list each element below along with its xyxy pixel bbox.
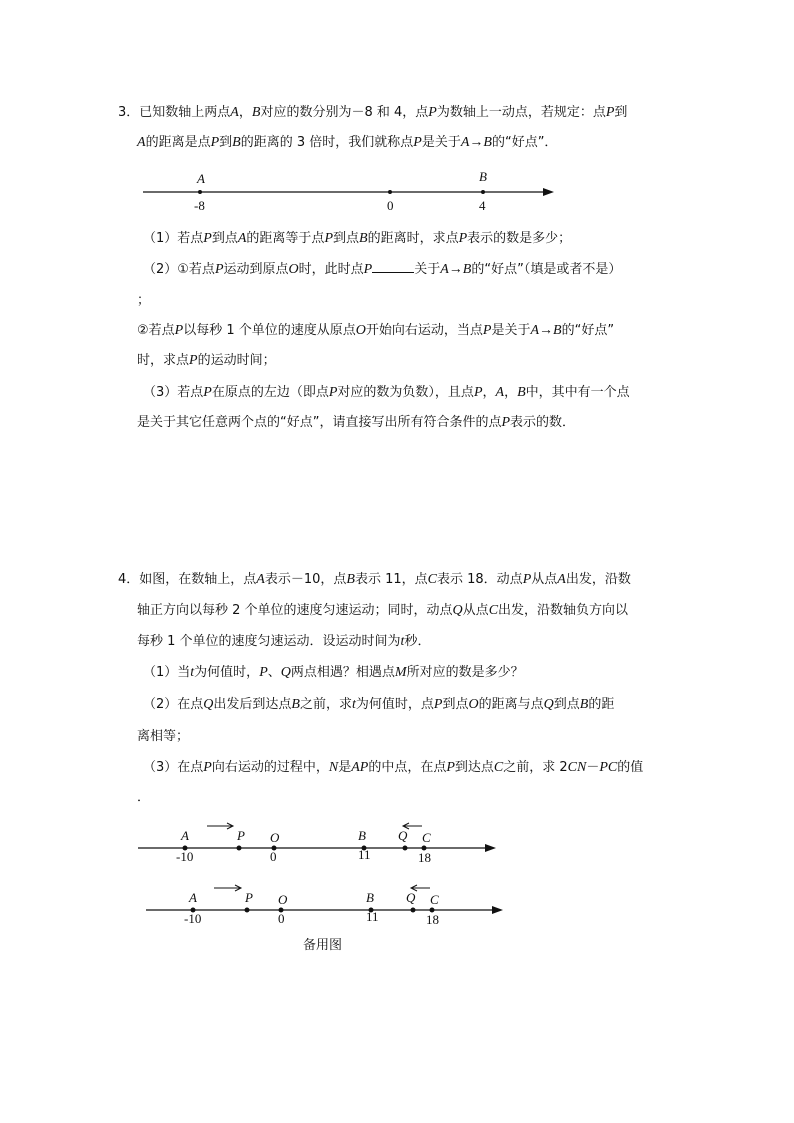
q3-part3-cont: 是关于其它任意两个点的“好点”，请直接写出所有符合条件的点P表示的数． bbox=[137, 415, 576, 430]
q4-2-label-a: A bbox=[189, 890, 197, 905]
q4-2-tick-11: 11 bbox=[366, 909, 379, 924]
q4-line-2: 轴正方向以每秒 2 个单位的速度匀速运动；同时，动点Q从点C出发，沿数轴负方向以 bbox=[137, 603, 629, 618]
q3-label-b: B bbox=[479, 169, 487, 184]
q4-number-line-2 bbox=[146, 885, 503, 927]
q3-point-origin bbox=[388, 190, 392, 194]
q4-2-label-q: Q bbox=[406, 890, 416, 905]
q3-point-a bbox=[198, 190, 202, 194]
q4-1-label-b: B bbox=[358, 828, 366, 843]
q3-part2-2: ②若点P以每秒 1 个单位的速度从原点O开始向右运动，当点P是关于A→B的“好点” bbox=[137, 323, 615, 338]
q3-part2-1: （2）①若点P运动到原点O时，此时点P 关于A→B的“好点”（填是或者不是） bbox=[143, 262, 622, 277]
q4-2-label-p: P bbox=[245, 890, 253, 905]
q4-number-line-1 bbox=[138, 823, 496, 865]
q3-tick-0: 0 bbox=[387, 198, 394, 213]
q4-2-tick-neg10: -10 bbox=[184, 911, 202, 926]
q4-2-label-o: O bbox=[278, 892, 288, 907]
q4-axis-2-arrowhead bbox=[492, 906, 503, 914]
q3-line-2: A的距离是点P到B的距离的 3 倍时，我们就称点P是关于A→B的“好点”． bbox=[137, 135, 558, 150]
q4-1-tick-11: 11 bbox=[358, 847, 371, 862]
q3-axis-arrowhead bbox=[543, 188, 554, 196]
q4-part2: （2）在点Q出发后到达点B之前，求t为何值时，点P到点O的距离与点Q到点B的距 bbox=[143, 697, 615, 712]
q4-line-3: 每秒 1 个单位的速度匀速运动．设运动时间为t秒． bbox=[137, 634, 431, 649]
q4-line-1: 4．如图，在数轴上，点A表示－10，点B表示 11，点C表示 18．动点P从点A出发，沿数 bbox=[118, 572, 631, 587]
q4-2-point-p bbox=[245, 908, 250, 913]
q3-tick-neg8: -8 bbox=[194, 198, 205, 213]
q4-1-tick-18: 18 bbox=[418, 850, 431, 865]
q4-part3-period: ． bbox=[137, 790, 151, 805]
q3-line-1: 3．已知数轴上两点A，B对应的数分别为－8 和 4，点P为数轴上一动点，若规定：点P到 bbox=[118, 105, 628, 120]
q4-1-label-p: P bbox=[237, 828, 245, 843]
q3-number-line bbox=[143, 169, 554, 213]
q3-part3: （3）若点P在原点的左边（即点P对应的数为负数），且点P，A，B中，其中有一个点 bbox=[143, 385, 630, 400]
q4-2-point-q bbox=[411, 908, 416, 913]
q4-2-label-c: C bbox=[430, 892, 439, 907]
q4-2-tick-18: 18 bbox=[426, 912, 439, 927]
q3-part1: （1）若点P到点A的距离等于点P到点B的距离时，求点P表示的数是多少； bbox=[143, 231, 572, 246]
q3-part2-1-semicolon: ； bbox=[137, 293, 151, 308]
q3-part2-2-cont: 时，求点P的运动时间； bbox=[137, 353, 276, 368]
q4-1-point-q bbox=[403, 846, 408, 851]
q4-axis-1-arrowhead bbox=[485, 844, 496, 852]
q4-1-tick-0: 0 bbox=[270, 849, 277, 864]
q4-part2-cont: 离相等； bbox=[137, 729, 190, 744]
q4-1-label-c: C bbox=[422, 830, 431, 845]
q4-part3: （3）在点P向右运动的过程中，N是AP的中点，在点P到达点C之前，求 2CN－PC的值 bbox=[143, 760, 644, 775]
q3-tick-4: 4 bbox=[479, 198, 486, 213]
fill-in-blank[interactable] bbox=[372, 260, 414, 273]
q4-1-label-a: A bbox=[181, 828, 189, 843]
q4-part1: （1）当t为何值时，P、Q两点相遇？相遇点M所对应的数是多少？ bbox=[143, 665, 524, 680]
spare-figure-caption: 备用图 bbox=[303, 938, 343, 953]
q3-point-b bbox=[481, 190, 485, 194]
q4-2-label-b: B bbox=[366, 890, 374, 905]
q4-1-tick-neg10: -10 bbox=[176, 849, 194, 864]
q3-label-a: A bbox=[197, 171, 205, 186]
q4-2-tick-0: 0 bbox=[278, 911, 285, 926]
q4-1-point-p bbox=[237, 846, 242, 851]
q4-1-label-o: O bbox=[270, 830, 280, 845]
q4-1-label-q: Q bbox=[398, 828, 408, 843]
